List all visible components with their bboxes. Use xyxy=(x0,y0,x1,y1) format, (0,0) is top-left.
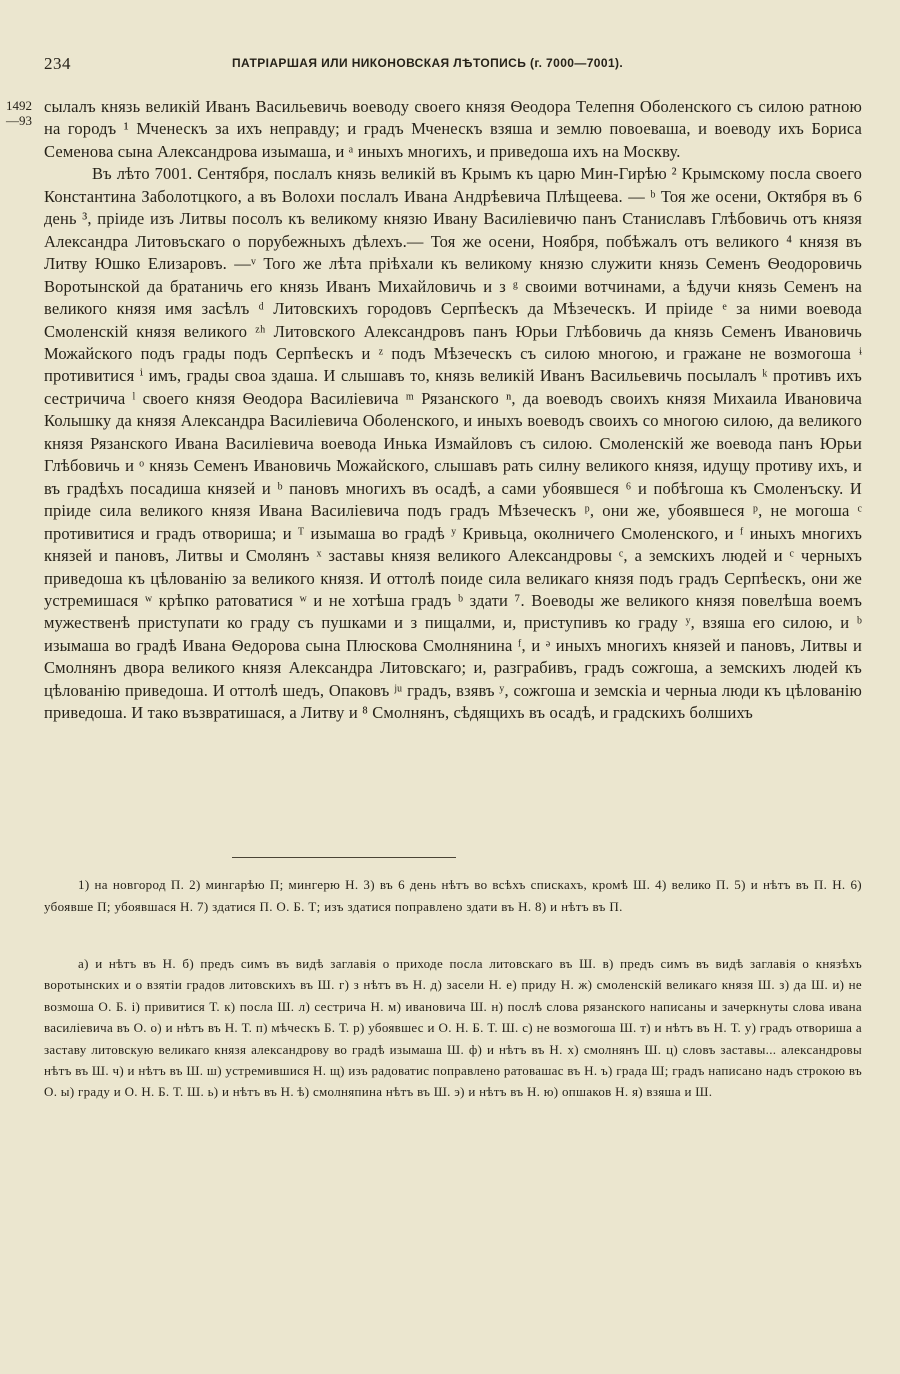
chronicle-paragraph-1: сылалъ князь великій Иванъ Васильевичь воеводу своего князя Ѳеодора Телепня Оболенского съ силою ратною на городъ ¹ Мченескъ за ихъ неправду; и градъ Мченескъ взяша и землю повоеваша, и воеводу ихъ Бориса Семенова сына Александрова изымаша, и ᵃ иныхъ многихъ, и приведоша ихъ на Москву. xyxy=(44,97,862,161)
numbered-footnotes-text: 1) на новгород П. 2) мингарѣю П; мингерю Н. 3) въ 6 день нѣтъ во всѣхъ спискахъ, кромѣ Ш. 4) велико П. 5) и нѣтъ въ П. Н. 6) убоявше П; убоявшася Н. 7) здатися П. О. Б. Т; изъ здатися поправлено здати въ Н. 8) и нѣтъ въ П. xyxy=(44,877,862,914)
chronicle-paragraph-2: Въ лѣто 7001. Сентября, послалъ князь великій въ Крымъ къ царю Мин-Гирѣю ² Крымскому посла своего Константина Заболотцкого, а въ Волохи послалъ Ивана Андрѣевича Плѣщеева. — ᵇ Тоя же осени, Октября въ 6 день ³, пріиде изъ Литвы посолъ къ великому князю Ивану Василіевичю панъ Станиславъ Глѣбовичь отъ князя Александра Литовъскаго о порубежныхъ дѣлехъ.— Тоя же осени, Ноября, побѣжалъ отъ великого ⁴ князя въ Литву Юшко Елизаровъ. —ᵛ Того же лѣта пріѣхали къ великому князю служити князь Семенъ Ѳеодоровичь Воротынской да братаничь его князь Иванъ Михайловичь и з ᵍ своими вотчинами, а ѣдучи князь Семенъ на великого князя имя засѣлъ ᵈ Литовскихъ городовъ Серпѣескъ да Мѣзеческъ. И пріиде ᵉ за ними воевода Смоленскій князя великого ᶻʰ Литовского Александровъ панъ Юрьи Глѣбовичь да князь Семенъ Ивановичь Можайского подъ грады подъ Серпѣескъ и ᶻ подъ Мѣзеческъ съ силою многою, и гражане не возмогоша ᶤ противитися ⁱ имъ, грады своа здаша. И слышавъ то, князь великій Иванъ Васильевичь посылалъ ᵏ противъ ихъ сестричича ˡ своего князя Ѳеодора Василіевича ᵐ Рязанского ⁿ, да воеводъ своихъ князя Михаила Ивановича Колышку да князя Александра Василіевича Оболенского, и иныхъ воеводъ своихъ со многою силою, да великого князя Рязанского Ивана Василіевича воевода Инька Измайловъ съ силою. Смоленскій же воевода панъ Юрьи Глѣбовичь и ᵒ князь Семенъ Ивановичь Можайского, слышавъ рать силну великого князя, идущу противу ихъ, и въ градѣхъ посадиша князей и ᵇ пановъ многихъ въ осадѣ, а сами убоявшеся ⁶ и побѣгоша къ Смоленъску. И пріиде сила великого князя Ивана Василіевича подъ градъ Мѣзеческъ ᵖ, они же, убоявшеся ᵖ, не могоша ᶜ противитися и градъ отвориша; и ᵀ изымаша во градѣ ʸ Кривьца, околничего Смоленского, и ᶠ иныхъ многихъ князей и пановъ, Литвы и Смолянъ ˣ заставы князя великого Александровы ᶜ, а земскихъ людей и ᶜ черныхъ приведоша къ цѣлованію за великого князя. И оттолѣ поиде сила великаго князя подъ градъ Серпѣескъ, они же устремишася ʷ крѣпко ратоватися ʷ и не хотѣша градъ ᵇ здати ⁷. Воеводы же великого князя повелѣша воемъ мужественѣ приступати ко граду съ пушками и з пищалми, и, приступивъ ко граду ʸ, взяша его силою, и ᵇ изымаша во градѣ Ивана Ѳедорова сына Плюскова Смолнянина ᶠ, и ᵊ иныхъ многихъ князей и пановъ, Литвы и Смолнянъ двора великого князя Александра Литовскаго; и, разграбивъ, градъ сожгоша, а земскихъ людей къ цѣлованію приведоша. И оттолѣ шедъ, Опаковъ ʲᵘ градъ, взявъ ʸ, сожгоша и земскіа и черныа люди къ цѣлованію приведоша. И тако възвратишася, а Литву и ⁸ Смолнянъ, сѣдящихъ въ осадѣ, и градскихъ болшихъ xyxy=(44,164,862,723)
margin-year-line-1: 1492 xyxy=(6,98,32,113)
footnote-divider xyxy=(232,857,456,858)
page-header xyxy=(0,54,900,78)
running-title: ПАТРІАРШАЯ ИЛИ НИКОНОВСКАЯ ЛѢТОПИСЬ (г. 7000—7001). xyxy=(232,56,624,70)
lettered-footnotes xyxy=(44,953,862,1103)
numbered-footnotes xyxy=(44,874,862,918)
page-number: 234 xyxy=(44,54,71,73)
margin-year-note xyxy=(6,98,42,128)
lettered-footnotes-text: а) и нѣтъ въ Н. б) предъ симъ въ видѣ заглавія о приходе посла литовскаго въ Ш. в) предъ симъ въ видѣ заглавія о князѣхъ воротынских и о взятіи градов литовскихъ въ Ш. г) з нѣтъ въ Н. д) засели Н. е) приду Н. ж) смоленскій великаго князя Ш. з) да Ш. и) не возмоша О. Б. і) привитися Т. к) посла Ш. л) сестрича Н. м) ивановича Ш. н) послѣ слова рязанского написаны и зачеркнуты слова ивана василіевича въ О. о) и нѣтъ въ Н. Т. п) мѣческъ Б. Т. р) убоявшес и О. Н. Б. Т. Ш. с) не возмогоша Ш. т) и нѣтъ въ Н. Т. у) градъ отвориша а заставу литовскую великаго князя александрову во градѣ изымаша Ш. ф) и нѣтъ въ Н. х) смолнянъ Ш. ц) словъ заставы... александровы нѣтъ въ Ш. ч) и нѣтъ въ Ш. ш) устремившися Н. щ) изъ радоватис поправлено ратовашас въ Н. ъ) града Ш; градъ написано надъ строкою въ О. ы) граду и О. Н. Б. Т. Ш. ь) и нѣтъ въ Н. ѣ) смолняпина нѣтъ въ Ш. э) и нѣтъ въ Н. ю) опшаков Н. я) взяша и Ш. xyxy=(44,956,862,1100)
margin-year-line-2: —93 xyxy=(6,113,32,128)
chronicle-text xyxy=(44,96,862,725)
